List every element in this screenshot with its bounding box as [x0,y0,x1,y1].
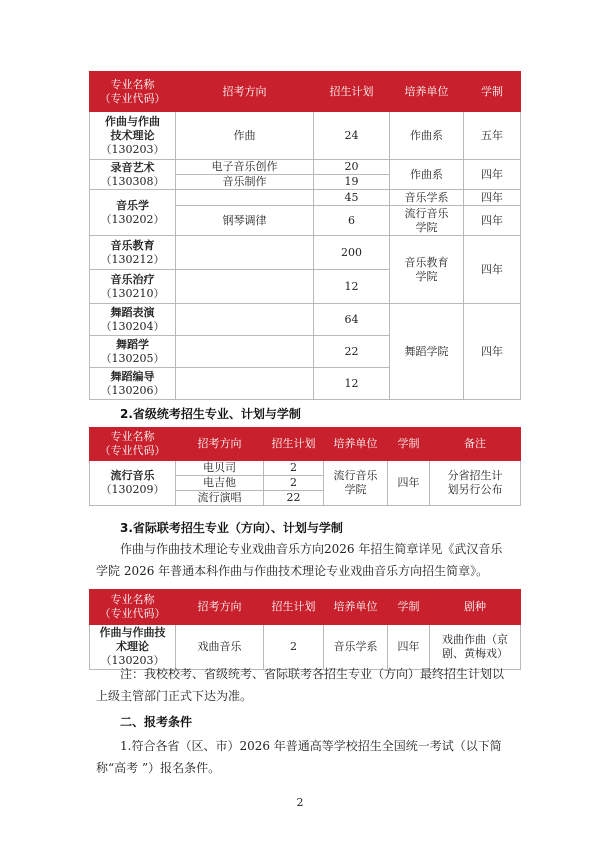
plan-cell: 2 [264,625,324,670]
direction-cell: 钢琴调律 [176,206,314,236]
unit-cell: 音乐学系 [390,190,464,206]
unit-cell: 流行音乐 学院 [390,206,464,236]
header-major: 专业名称 （专业代码） [90,72,176,112]
plan-cell: 22 [314,336,390,368]
header-direction: 招考方向 [176,72,314,112]
unit-cell: 流行音乐 学院 [324,461,388,506]
header-major: 专业名称 （专业代码） [90,590,176,625]
header-years: 学制 [388,590,430,625]
header-note: 备注 [430,428,521,461]
header-plan: 招生计划 [264,590,324,625]
header-plan: 招生计划 [264,428,324,461]
direction-cell: 电子音乐创作 [176,160,314,175]
plan-cell: 22 [264,491,324,506]
paragraph-line: 作曲与作曲技术理论专业戏曲音乐方向2026 年招生简章详见《武汉音乐 [120,542,503,556]
direction-cell [176,190,314,206]
plan-cell: 20 [314,160,390,175]
table-header-row [90,72,521,112]
header-plan: 招生计划 [314,72,390,112]
table-row [90,236,521,270]
table-row [90,461,521,476]
plan-cell: 19 [314,175,390,190]
plan-cell: 200 [314,236,390,270]
note-line: 上级主管部门正式下达为准。 [96,689,253,703]
unit-cell: 作曲系 [390,160,464,190]
years-cell: 五年 [464,112,521,160]
major-cell: 流行音乐 （130209） [90,461,176,506]
direction-cell: 作曲 [176,112,314,160]
paragraph-line: 学院 2026 年普通本科作曲与作曲技术理论专业戏曲音乐方向招生简章》。 [96,564,489,578]
major-cell: 舞蹈表演 （130204） [90,304,176,336]
plan-cell: 24 [314,112,390,160]
genre-cell: 戏曲作曲（京 剧、黄梅戏） [430,625,521,670]
header-genre: 剧种 [430,590,521,625]
header-direction: 招考方向 [176,428,264,461]
section-heading-conditions: 二、报考条件 [120,715,193,729]
years-cell: 四年 [388,625,430,670]
header-unit: 培养单位 [390,72,464,112]
plan-cell: 45 [314,190,390,206]
note-cell: 分省招生计 划另行公布 [430,461,521,506]
condition-line: 1.符合各省（区、市）2026 年普通高等学校招生全国统一考试（以下简 [120,739,502,753]
header-direction: 招考方向 [176,590,264,625]
years-cell: 四年 [464,304,521,400]
direction-cell: 戏曲音乐 [176,625,264,670]
major-cell: 音乐治疗 （130210） [90,270,176,304]
direction-cell [176,304,314,336]
header-unit: 培养单位 [324,428,388,461]
direction-cell: 音乐制作 [176,175,314,190]
major-cell: 音乐学 （130202） [90,190,176,236]
major-cell: 作曲与作曲 技术理论 （130203） [90,112,176,160]
note-line: 注：我校校考、省级统考、省际联考各招生专业（方向）最终招生计划以 [120,667,505,681]
plan-cell: 12 [314,270,390,304]
major-cell: 录音艺术 （130308） [90,160,176,190]
table-header-row [90,590,521,625]
direction-cell: 电吉他 [176,476,264,491]
major-cell: 音乐教育 （130212） [90,236,176,270]
direction-cell [176,236,314,270]
table-row [90,190,521,206]
header-years: 学制 [464,72,521,112]
table-row [90,304,521,336]
direction-cell [176,368,314,400]
direction-cell [176,270,314,304]
plan-cell: 2 [264,476,324,491]
header-major: 专业名称 （专业代码） [90,428,176,461]
school-exam-majors-table [89,71,521,400]
unit-cell: 音乐学系 [324,625,388,670]
years-cell: 四年 [464,190,521,206]
header-unit: 培养单位 [324,590,388,625]
plan-cell: 6 [314,206,390,236]
plan-cell: 2 [264,461,324,476]
condition-line: 称“高考 ”）报名条件。 [96,761,221,775]
major-cell: 作曲与作曲技 术理论 （130203） [90,625,176,670]
direction-cell: 电贝司 [176,461,264,476]
years-cell: 四年 [388,461,430,506]
page-number: 2 [296,796,304,809]
table-header-row [90,428,521,461]
major-cell: 舞蹈编导 （130206） [90,368,176,400]
unit-cell: 作曲系 [390,112,464,160]
plan-cell: 64 [314,304,390,336]
years-cell: 四年 [464,236,521,304]
section-heading-provincial: 2.省级统考招生专业、计划与学制 [120,407,301,421]
table-row [90,112,521,160]
direction-cell [176,336,314,368]
years-cell: 四年 [464,206,521,236]
section-heading-interprovincial: 3.省际联考招生专业（方向）、计划与学制 [120,521,343,535]
header-years: 学制 [388,428,430,461]
plan-cell: 12 [314,368,390,400]
years-cell: 四年 [464,160,521,190]
provincial-exam-table [89,427,521,506]
table-row [90,160,521,175]
direction-cell: 流行演唱 [176,491,264,506]
unit-cell: 音乐教育 学院 [390,236,464,304]
unit-cell: 舞蹈学院 [390,304,464,400]
interprovincial-exam-table [89,589,521,670]
major-cell: 舞蹈学 （130205） [90,336,176,368]
